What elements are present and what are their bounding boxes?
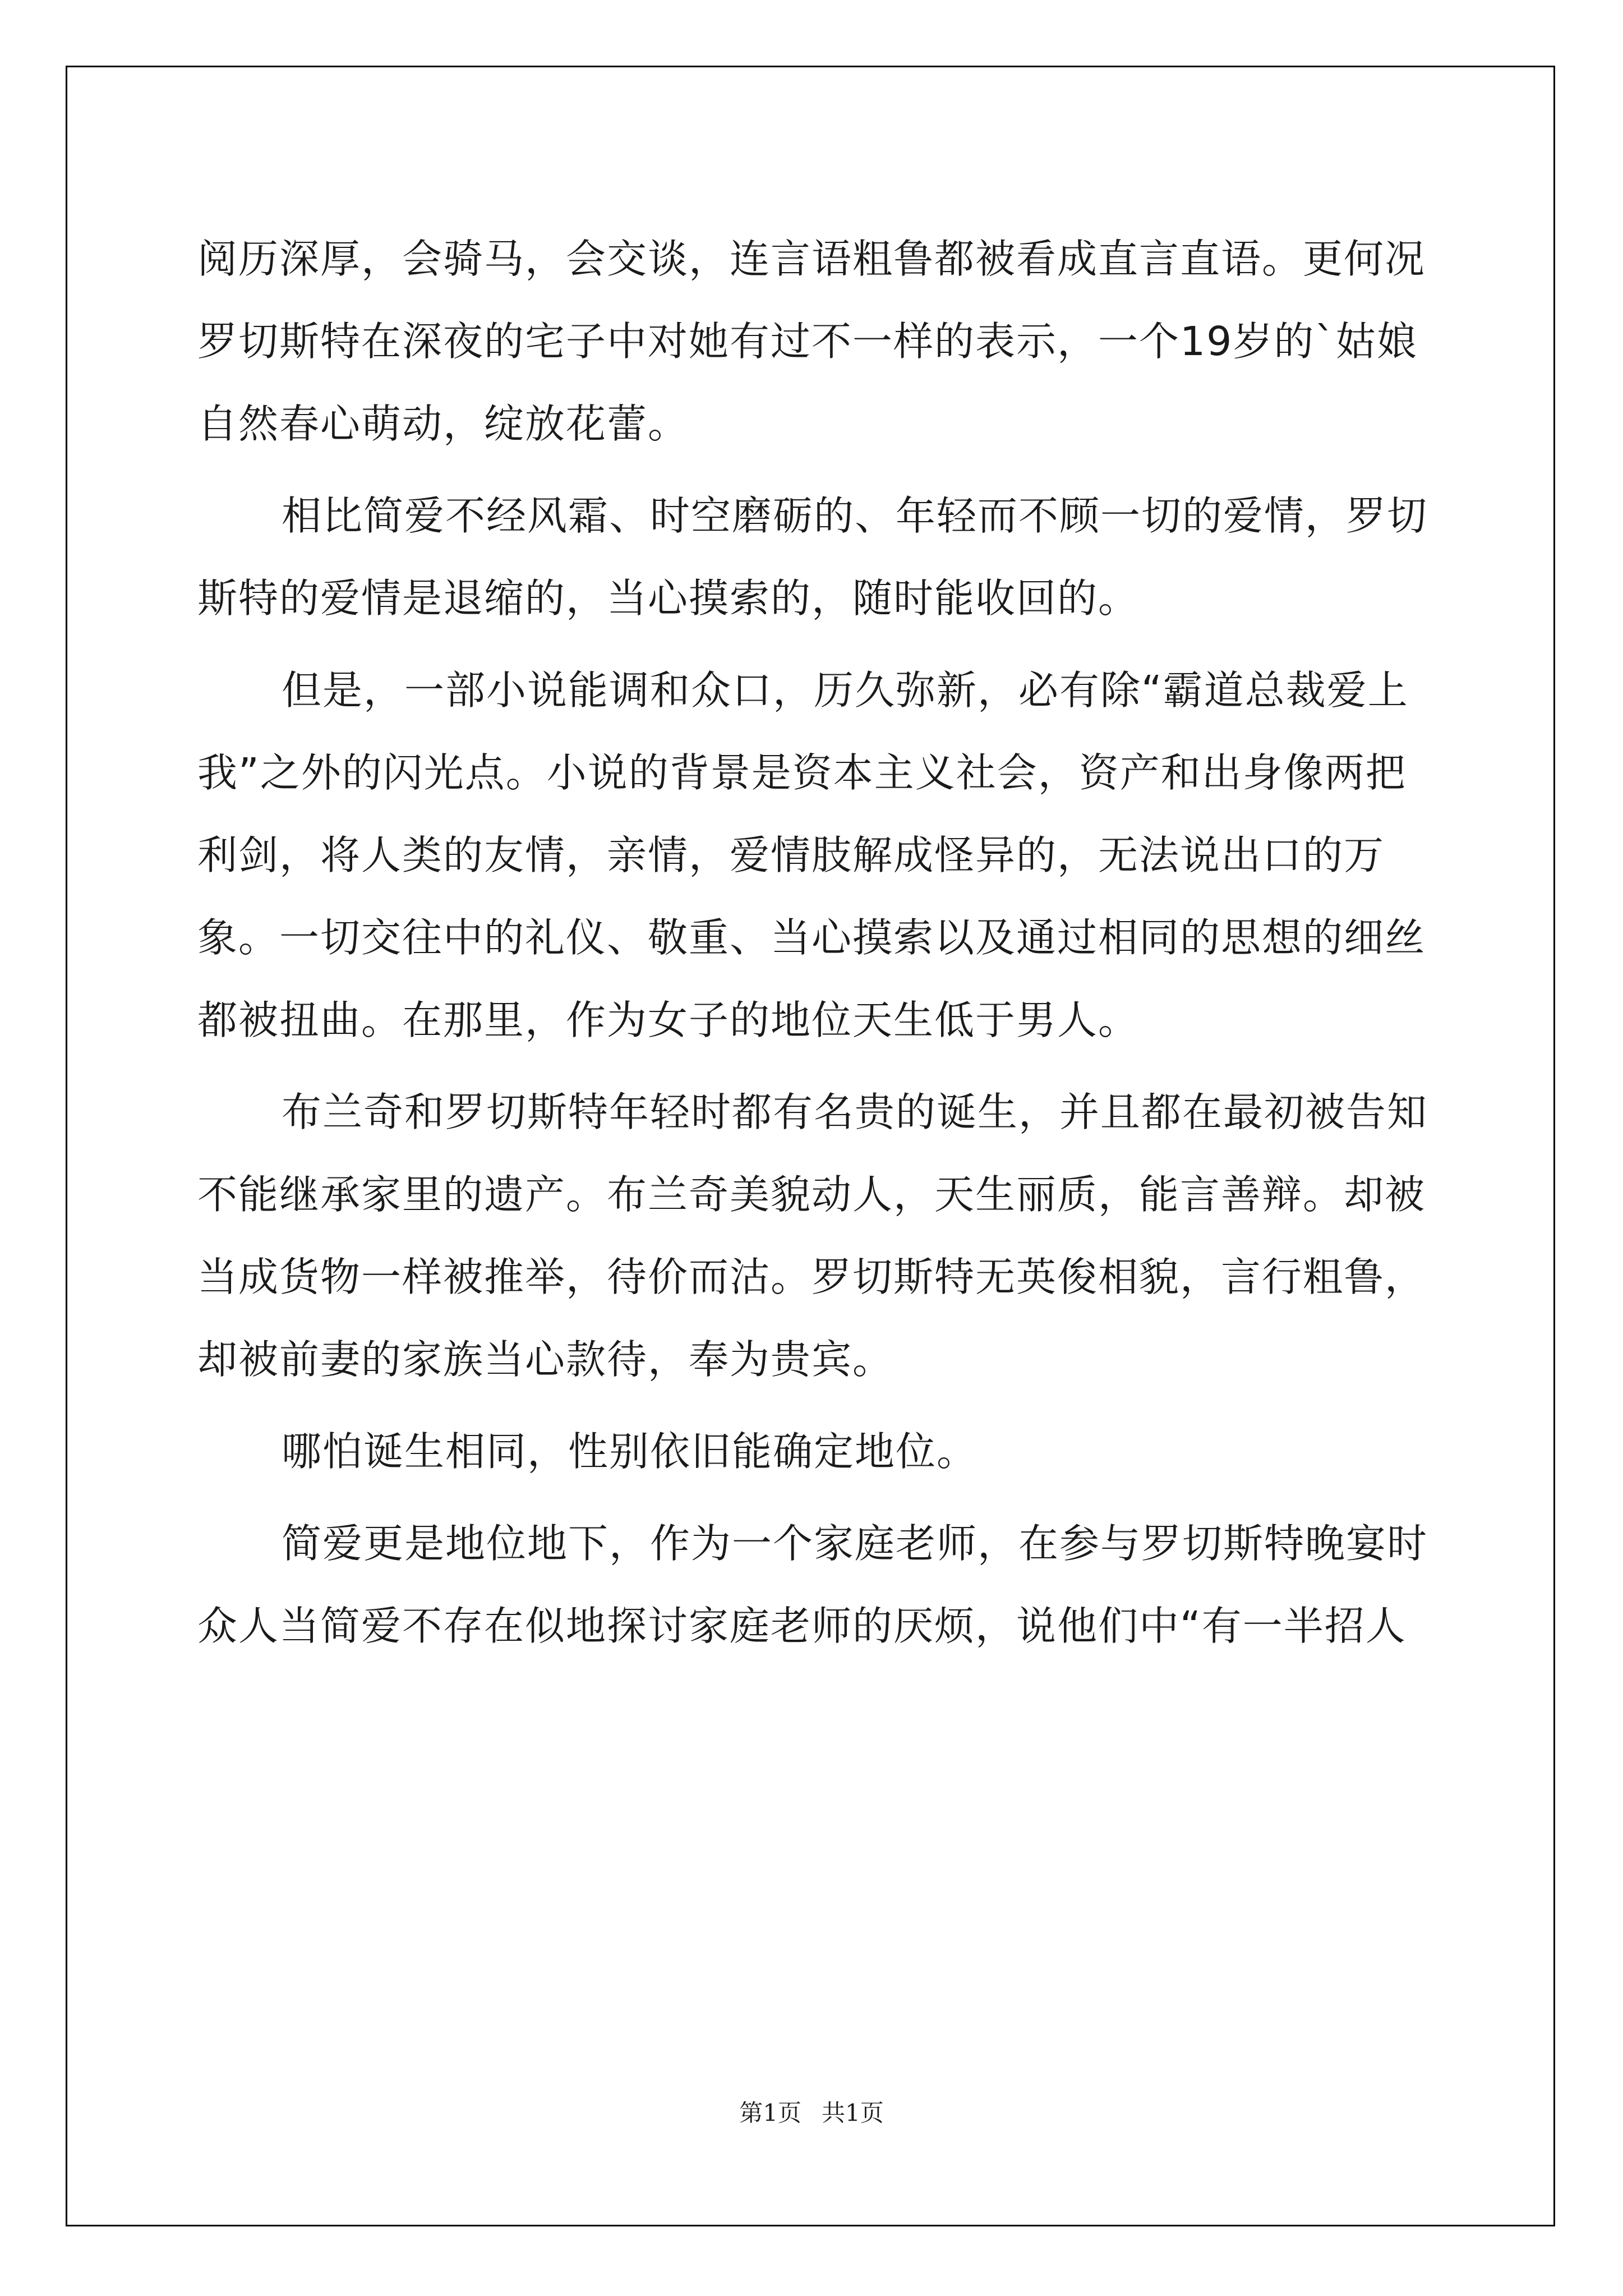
paragraph-2: 相比简爱不经风霜、时空磨砺的、年轻而不顾一切的爱情，罗切斯特的爱情是退缩的，当心摸索的，随时能收回的。 <box>197 493 1428 622</box>
paragraph-4: 布兰奇和罗切斯特年轻时都有名贵的诞生，并且都在最初被告知不能继承家里的遗产。布兰奇美貌动人，天生丽质，能言善辩。却被当成货物一样被推举，待价而沽。罗切斯特无英俊相貌，言行粗鲁，却被前妻的家族当心款待，奉为贵宾。 <box>197 1089 1428 1383</box>
paragraph-5: 哪怕诞生相同，性别依旧能确定地位。 <box>282 1428 978 1475</box>
paragraph-1: 阅历深厚，会骑马，会交谈，连言语粗鲁都被看成直言直语。更何况罗切斯特在深夜的宅子中对她有过不一样的表示，一个19岁的`姑娘自然春心萌动，绽放花蕾。 <box>197 236 1426 447</box>
page-footer <box>0 2095 1623 2128</box>
page-number: 第1页 <box>739 2099 801 2127</box>
document-body <box>197 218 1431 1677</box>
page-total: 共1页 <box>822 2099 884 2127</box>
paragraph-3: 但是，一部小说能调和众口，历久弥新，必有除“霸道总裁爱上我”之外的闪光点。小说的背景是资本主义社会，资产和出身像两把利剑，将人类的友情，亲情，爱情肢解成怪异的，无法说出口的万象。一切交往中的礼仪、敬重、当心摸索以及通过相同的思想的细丝都被扭曲。在那里，作为女子的地位天生低于男人。 <box>197 667 1426 1043</box>
paragraph-6: 简爱更是地位地下，作为一个家庭老师，在参与罗切斯特晚宴时众人当简爱不存在似地探讨家庭老师的厌烦，说他们中“有一半招人 <box>197 1520 1428 1649</box>
